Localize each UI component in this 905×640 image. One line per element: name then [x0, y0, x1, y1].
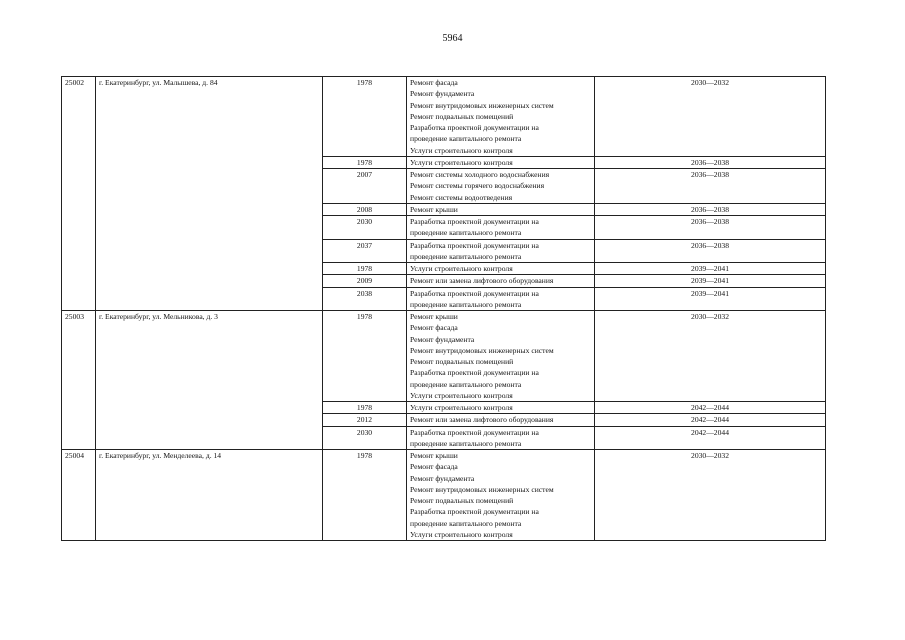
- house-id-cell: 25003: [62, 311, 96, 450]
- year-cell: 1978: [323, 263, 407, 275]
- period-cell: 2042—2044: [595, 426, 826, 450]
- year-cell: 2030: [323, 426, 407, 450]
- work-item: Ремонт фасада: [410, 462, 458, 472]
- work-item: Услуги строительного контроля: [410, 145, 513, 155]
- period-cell: 2039—2041: [595, 275, 826, 287]
- year-cell: 2030: [323, 216, 407, 240]
- works-cell: [407, 402, 595, 414]
- work-item: Ремонт крыши: [410, 451, 458, 460]
- works-cell: [407, 414, 595, 426]
- work-item: проведение капитального ремонта: [410, 379, 522, 389]
- work-item: Ремонт системы холодного водоснабжения: [410, 170, 550, 179]
- house-id-cell: 25004: [62, 450, 96, 541]
- page-number: 5964: [442, 33, 463, 44]
- period-cell: 2030—2032: [595, 77, 826, 157]
- work-item: Разработка проектной документации на: [410, 507, 539, 517]
- works-cell: [407, 156, 595, 168]
- work-item: Разработка проектной документации на: [410, 427, 539, 437]
- year-cell: 2009: [323, 275, 407, 287]
- work-item: Ремонт крыши: [410, 204, 458, 214]
- work-item: Разработка проектной документации на: [410, 288, 539, 298]
- work-item: Услуги строительного контроля: [410, 264, 513, 273]
- year-cell: 1978: [323, 402, 407, 414]
- work-item: Ремонт или замена лифтового оборудования: [410, 415, 554, 425]
- period-cell: 2030—2032: [595, 311, 826, 402]
- work-item: Ремонт подвальных помещений: [410, 357, 514, 366]
- work-item: Ремонт фундамента: [410, 473, 475, 483]
- work-item: проведение капитального ремонта: [410, 518, 522, 528]
- works-cell: [407, 169, 595, 204]
- work-item: Ремонт подвальных помещений: [410, 111, 514, 121]
- table-body: [62, 77, 826, 541]
- work-item: Ремонт системы горячего водоснабжения: [410, 181, 545, 191]
- year-cell: 2007: [323, 169, 407, 204]
- work-item: Ремонт внутридомовых инженерных систем: [410, 100, 554, 110]
- year-cell: 2012: [323, 414, 407, 426]
- works-cell: [407, 287, 595, 311]
- period-cell: 2042—2044: [595, 402, 826, 414]
- work-item: Ремонт крыши: [410, 312, 458, 321]
- table-row: [62, 450, 826, 541]
- period-cell: 2030—2032: [595, 450, 826, 541]
- work-item: Ремонт системы водоотведения: [410, 192, 513, 202]
- work-item: Ремонт внутридомовых инженерных систем: [410, 345, 554, 355]
- work-item: Разработка проектной документации на: [410, 217, 539, 226]
- capital-repair-table: [61, 76, 826, 541]
- address-cell: г. Екатеринбург, ул. Менделеева, д. 14: [96, 450, 323, 541]
- year-cell: 1978: [323, 311, 407, 402]
- period-cell: 2036—2038: [595, 239, 826, 263]
- work-item: проведение капитального ремонта: [410, 299, 522, 309]
- year-cell: 1978: [323, 450, 407, 541]
- work-item: Услуги строительного контроля: [410, 403, 513, 412]
- address-cell: г. Екатеринбург, ул. Малышева, д. 84: [96, 77, 323, 311]
- address-cell: г. Екатеринбург, ул. Мельникова, д. 3: [96, 311, 323, 450]
- work-item: Ремонт фундамента: [410, 334, 475, 344]
- work-item: проведение капитального ремонта: [410, 228, 522, 238]
- works-cell: [407, 203, 595, 215]
- works-cell: [407, 77, 595, 157]
- works-cell: [407, 311, 595, 402]
- works-cell: [407, 275, 595, 287]
- works-cell: [407, 450, 595, 541]
- work-item: Разработка проектной документации на: [410, 123, 539, 132]
- work-item: Разработка проектной документации на: [410, 368, 539, 378]
- works-cell: [407, 239, 595, 263]
- work-item: Ремонт фасада: [410, 78, 458, 87]
- house-id-cell: 25002: [62, 77, 96, 311]
- year-cell: 1978: [323, 77, 407, 157]
- period-cell: 2039—2041: [595, 263, 826, 275]
- works-cell: [407, 263, 595, 275]
- work-item: проведение капитального ремонта: [410, 251, 522, 261]
- year-cell: 2037: [323, 239, 407, 263]
- year-cell: 2038: [323, 287, 407, 311]
- work-item: Ремонт или замена лифтового оборудования: [410, 276, 554, 286]
- works-cell: [407, 426, 595, 450]
- work-item: проведение капитального ремонта: [410, 134, 522, 144]
- work-item: Разработка проектной документации на: [410, 240, 539, 250]
- period-cell: 2036—2038: [595, 203, 826, 215]
- year-cell: 1978: [323, 156, 407, 168]
- work-item: проведение капитального ремонта: [410, 438, 522, 448]
- work-item: Ремонт подвальных помещений: [410, 496, 514, 505]
- table-row: [62, 77, 826, 157]
- work-item: Услуги строительного контроля: [410, 390, 513, 400]
- period-cell: 2036—2038: [595, 156, 826, 168]
- works-cell: [407, 216, 595, 240]
- work-item: Ремонт внутридомовых инженерных систем: [410, 484, 554, 494]
- period-cell: 2036—2038: [595, 216, 826, 240]
- period-cell: 2042—2044: [595, 414, 826, 426]
- work-item: Услуги строительного контроля: [410, 529, 513, 539]
- year-cell: 2008: [323, 203, 407, 215]
- work-item: Ремонт фасада: [410, 323, 458, 333]
- table-row: [62, 311, 826, 402]
- period-cell: 2039—2041: [595, 287, 826, 311]
- work-item: Услуги строительного контроля: [410, 157, 513, 167]
- period-cell: 2036—2038: [595, 169, 826, 204]
- work-item: Ремонт фундамента: [410, 89, 475, 99]
